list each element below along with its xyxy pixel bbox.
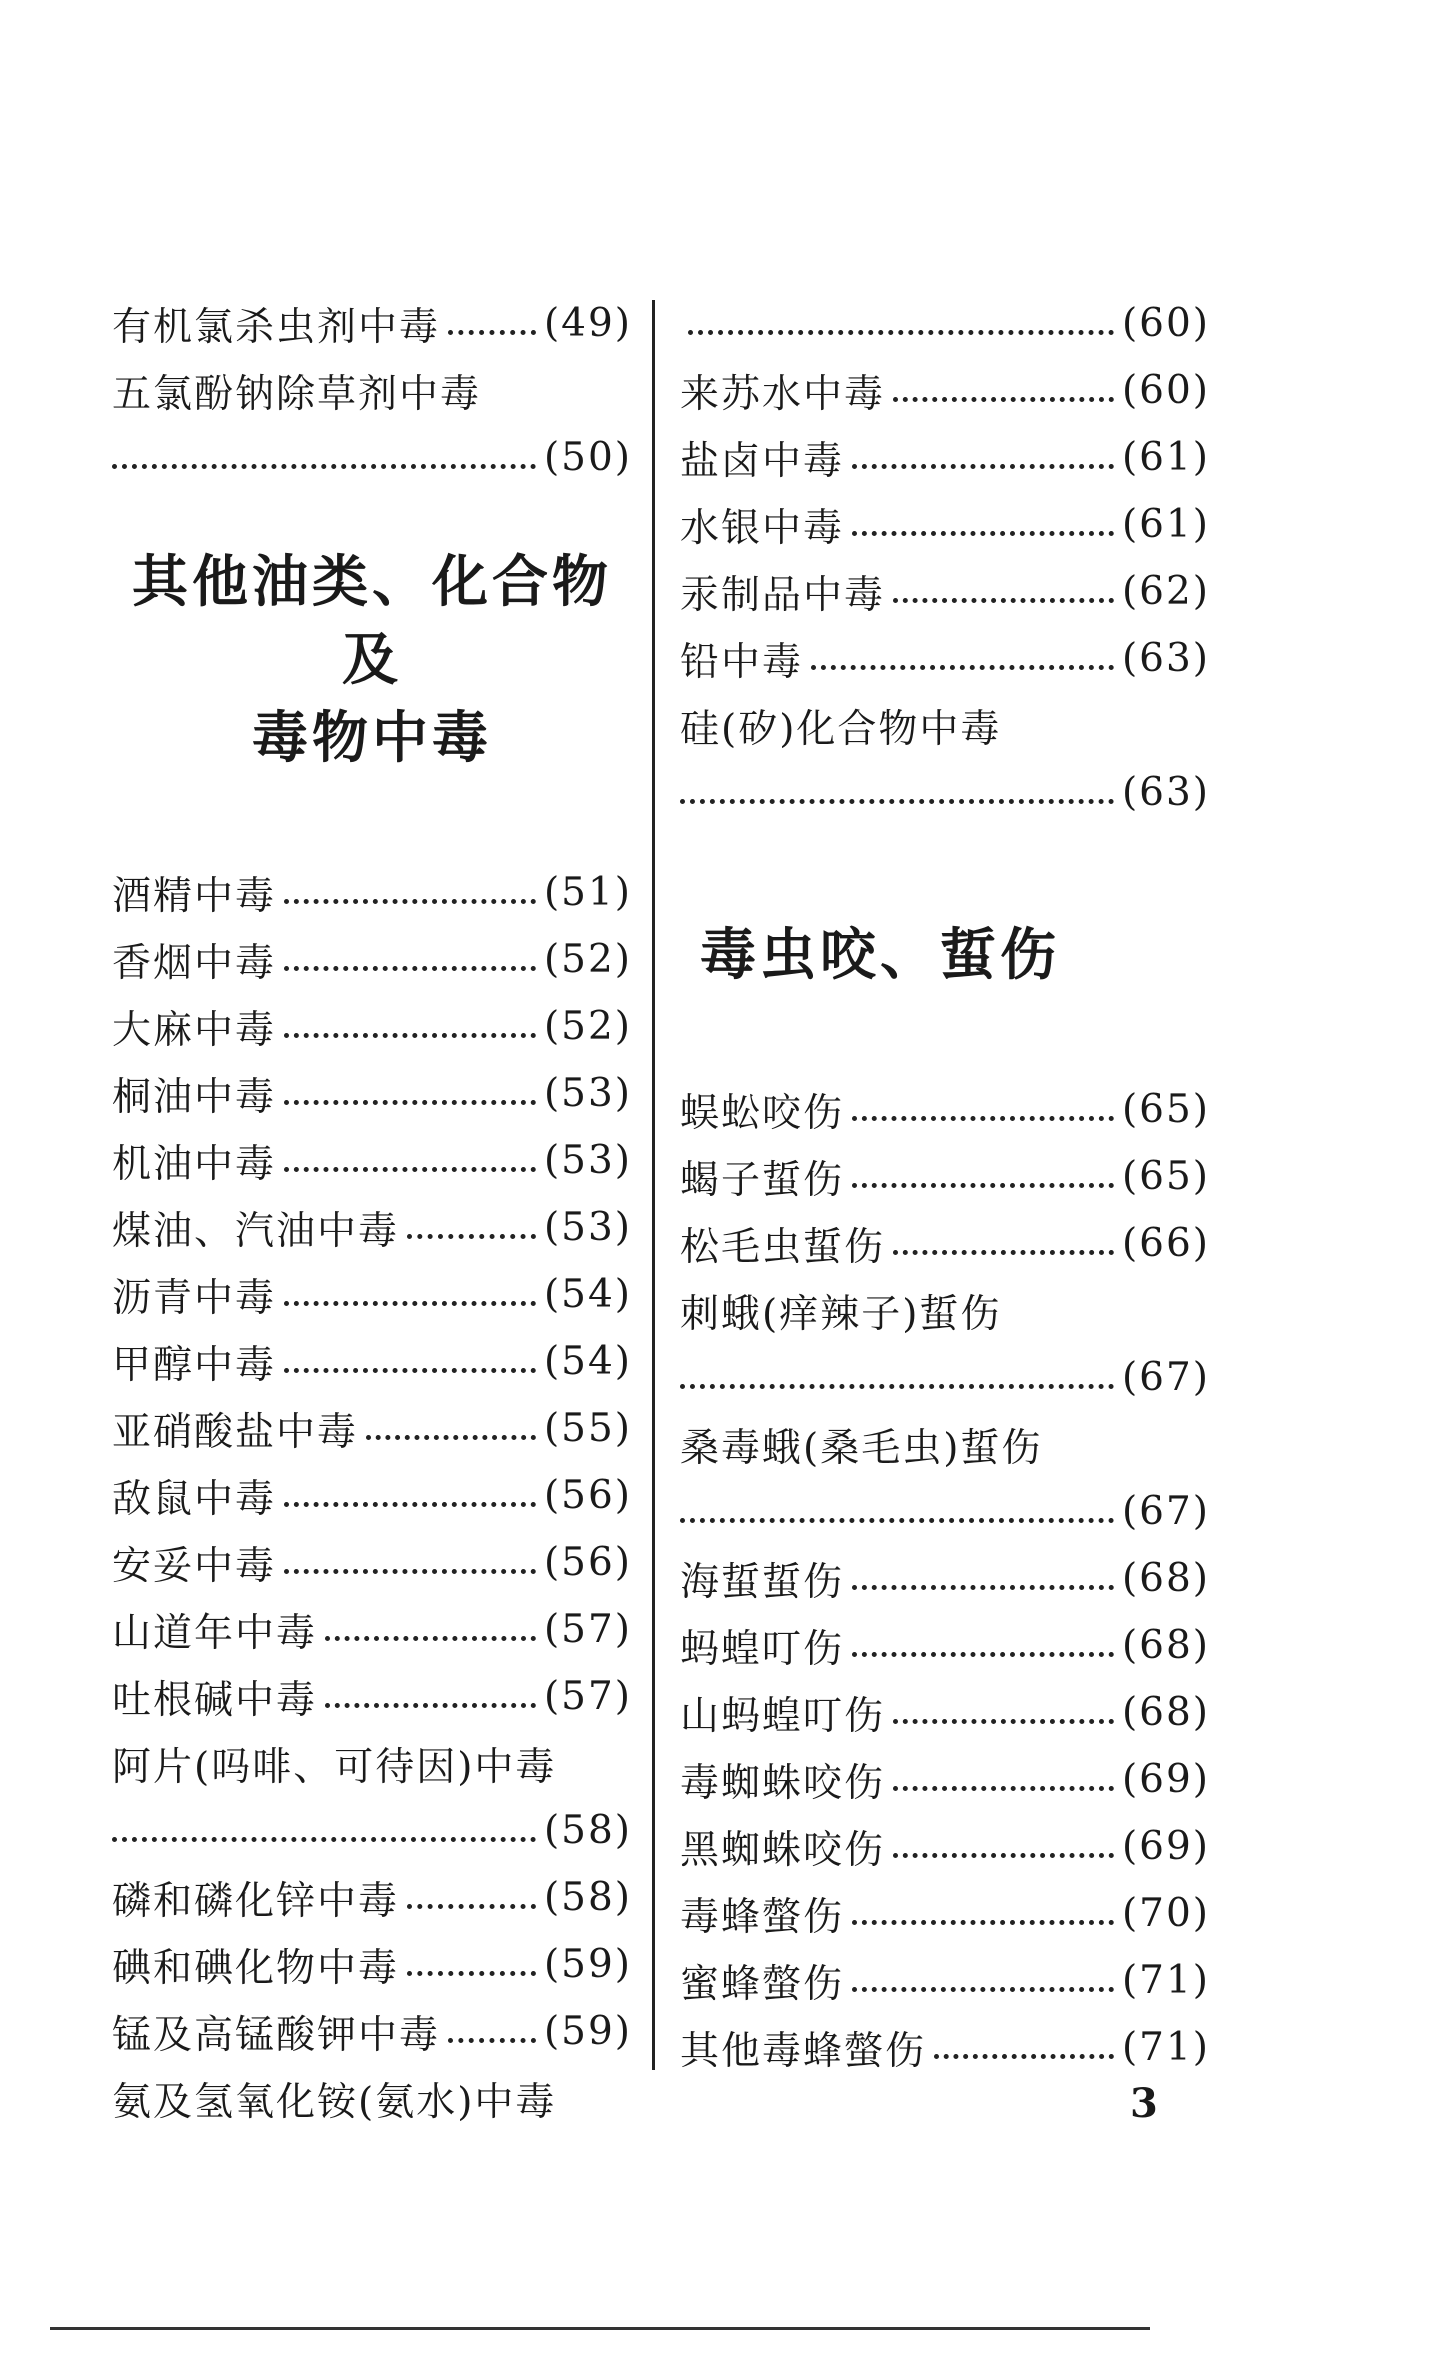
toc-line bbox=[680, 1076, 1210, 1143]
entry-title: 硅(矽)化合物中毒 bbox=[680, 706, 1002, 752]
toc-entry bbox=[112, 1261, 632, 1328]
toc-line-continued bbox=[680, 1344, 1210, 1411]
dot-leader bbox=[366, 1435, 536, 1440]
toc-entry bbox=[680, 357, 1210, 424]
entry-title: 毒蜘蛛咬伤 bbox=[680, 1760, 886, 1806]
dot-leader bbox=[112, 1837, 536, 1842]
entry-page: (59) bbox=[543, 1942, 632, 1987]
toc-entry bbox=[680, 1612, 1210, 1679]
dot-leader bbox=[407, 1234, 536, 1239]
entry-title: 酒精中毒 bbox=[112, 873, 277, 919]
dot-leader bbox=[680, 1518, 1114, 1523]
dot-leader bbox=[852, 1987, 1114, 1992]
column-divider bbox=[652, 300, 655, 2070]
entry-page: (70) bbox=[1121, 1891, 1210, 1936]
toc-entry bbox=[112, 290, 632, 357]
toc-entry bbox=[680, 1947, 1210, 2014]
dot-leader bbox=[448, 330, 536, 335]
dot-leader bbox=[688, 330, 1114, 335]
toc-line bbox=[680, 1813, 1210, 1880]
dot-leader bbox=[852, 1116, 1114, 1121]
toc-line bbox=[112, 993, 632, 1060]
dot-leader bbox=[852, 464, 1114, 469]
entry-title: 其他毒蜂螫伤 bbox=[680, 2028, 927, 2074]
entry-page: (59) bbox=[543, 2009, 632, 2054]
heading-line: 毒虫咬、蜇伤 bbox=[700, 922, 1060, 988]
entry-title: 阿片(吗啡、可待因)中毒 bbox=[112, 1744, 557, 1790]
toc-line bbox=[112, 1998, 632, 2065]
toc-line bbox=[112, 1261, 632, 1328]
toc-entry bbox=[680, 1076, 1210, 1143]
dot-leader bbox=[852, 1652, 1114, 1657]
dot-leader bbox=[284, 1100, 536, 1105]
entry-title: 大麻中毒 bbox=[112, 1007, 277, 1053]
toc-line bbox=[680, 1277, 1210, 1344]
dot-leader bbox=[407, 1971, 536, 1976]
toc-group-left-top bbox=[112, 290, 632, 491]
entry-title: 煤油、汽油中毒 bbox=[112, 1208, 400, 1254]
entry-page: (53) bbox=[543, 1138, 632, 1183]
toc-line bbox=[112, 1730, 632, 1797]
dot-leader bbox=[852, 1183, 1114, 1188]
toc-line bbox=[680, 424, 1210, 491]
toc-line bbox=[680, 1880, 1210, 1947]
toc-line bbox=[112, 1395, 632, 1462]
toc-line bbox=[680, 290, 1210, 357]
entry-page: (67) bbox=[1121, 1355, 1210, 1400]
toc-entry bbox=[680, 692, 1210, 826]
toc-column-right bbox=[680, 290, 1210, 2081]
entry-page: (58) bbox=[543, 1808, 632, 1853]
toc-line bbox=[680, 1210, 1210, 1277]
entry-title: 蜈蚣咬伤 bbox=[680, 1090, 845, 1136]
toc-line bbox=[112, 1328, 632, 1395]
toc-entry bbox=[112, 1998, 632, 2065]
toc-line bbox=[112, 1529, 632, 1596]
entry-title: 黑蜘蛛咬伤 bbox=[680, 1827, 886, 1873]
toc-entry bbox=[680, 1679, 1210, 1746]
entry-page: (71) bbox=[1121, 1958, 1210, 2003]
entry-page: (62) bbox=[1121, 569, 1210, 614]
toc-entry bbox=[680, 424, 1210, 491]
toc-column-left bbox=[112, 290, 632, 2132]
toc-entry bbox=[680, 1210, 1210, 1277]
entry-page: (63) bbox=[1121, 770, 1210, 815]
dot-leader bbox=[893, 1786, 1114, 1791]
dot-leader bbox=[680, 799, 1114, 804]
heading-line: 其他油类、化合物及 bbox=[132, 549, 612, 693]
entry-title: 亚硝酸盐中毒 bbox=[112, 1409, 359, 1455]
entry-page: (60) bbox=[1121, 368, 1210, 413]
toc-entry bbox=[112, 1529, 632, 1596]
entry-title: 机油中毒 bbox=[112, 1141, 277, 1187]
toc-entry bbox=[680, 1143, 1210, 1210]
entry-page: (63) bbox=[1121, 636, 1210, 681]
entry-title: 蚂蝗叮伤 bbox=[680, 1626, 845, 1672]
toc-line bbox=[112, 2065, 632, 2132]
dot-leader bbox=[811, 665, 1114, 670]
entry-title: 有机氯杀虫剂中毒 bbox=[112, 304, 441, 350]
entry-title: 刺蛾(痒辣子)蜇伤 bbox=[680, 1291, 1002, 1337]
section-heading-other-poisons bbox=[112, 543, 632, 777]
toc-line bbox=[680, 692, 1210, 759]
entry-title: 松毛虫蜇伤 bbox=[680, 1224, 886, 1270]
entry-page: (69) bbox=[1121, 1824, 1210, 1869]
entry-title: 桑毒蛾(桑毛虫)蜇伤 bbox=[680, 1425, 1043, 1471]
dot-leader bbox=[284, 1301, 536, 1306]
toc-line-continued bbox=[680, 759, 1210, 826]
entry-title: 汞制品中毒 bbox=[680, 572, 886, 618]
toc-line-continued bbox=[680, 1478, 1210, 1545]
toc-line bbox=[680, 357, 1210, 424]
entry-title: 蝎子蜇伤 bbox=[680, 1157, 845, 1203]
entry-title: 山道年中毒 bbox=[112, 1610, 318, 1656]
entry-title: 蜜蜂螫伤 bbox=[680, 1961, 845, 2007]
entry-title: 来苏水中毒 bbox=[680, 371, 886, 417]
toc-line bbox=[680, 2014, 1210, 2081]
entry-page: (56) bbox=[543, 1540, 632, 1585]
toc-entry bbox=[112, 1663, 632, 1730]
page-number: 3 bbox=[1130, 2080, 1158, 2127]
toc-line bbox=[112, 926, 632, 993]
dot-leader bbox=[284, 1502, 536, 1507]
toc-entry bbox=[680, 290, 1210, 357]
entry-page: (55) bbox=[543, 1406, 632, 1451]
toc-line bbox=[112, 1596, 632, 1663]
entry-page: (52) bbox=[543, 1004, 632, 1049]
toc-entry bbox=[112, 1462, 632, 1529]
dot-leader bbox=[112, 464, 536, 469]
toc-entry bbox=[680, 1411, 1210, 1545]
toc-entry bbox=[680, 1277, 1210, 1411]
entry-title: 碘和碘化物中毒 bbox=[112, 1945, 400, 1991]
entry-title: 海蜇蜇伤 bbox=[680, 1559, 845, 1605]
entry-title: 敌鼠中毒 bbox=[112, 1476, 277, 1522]
entry-title: 盐卤中毒 bbox=[680, 438, 845, 484]
entry-page: (61) bbox=[1121, 435, 1210, 480]
dot-leader bbox=[893, 598, 1114, 603]
toc-line bbox=[112, 859, 632, 926]
entry-title: 吐根碱中毒 bbox=[112, 1677, 318, 1723]
toc-line bbox=[680, 558, 1210, 625]
page-bottom-edge bbox=[50, 2327, 1150, 2330]
toc-line bbox=[680, 1612, 1210, 1679]
entry-page: (65) bbox=[1121, 1087, 1210, 1132]
toc-line bbox=[680, 1411, 1210, 1478]
entry-page: (65) bbox=[1121, 1154, 1210, 1199]
entry-title: 锰及高锰酸钾中毒 bbox=[112, 2012, 441, 2058]
toc-group-right-top bbox=[680, 290, 1210, 826]
dot-leader bbox=[284, 1368, 536, 1373]
toc-line-continued bbox=[112, 1797, 632, 1864]
entry-title: 甲醇中毒 bbox=[112, 1342, 277, 1388]
toc-entry bbox=[112, 2065, 632, 2132]
entry-title: 毒蜂螫伤 bbox=[680, 1894, 845, 1940]
dot-leader bbox=[852, 1585, 1114, 1590]
toc-line bbox=[680, 491, 1210, 558]
entry-title: 五氯酚钠除草剂中毒 bbox=[112, 371, 482, 417]
entry-page: (56) bbox=[543, 1473, 632, 1518]
dot-leader bbox=[284, 1569, 536, 1574]
entry-page: (68) bbox=[1121, 1623, 1210, 1668]
toc-line bbox=[680, 1947, 1210, 2014]
entry-page: (69) bbox=[1121, 1757, 1210, 1802]
toc-entry bbox=[680, 1746, 1210, 1813]
toc-line bbox=[680, 1143, 1210, 1210]
toc-line bbox=[112, 1864, 632, 1931]
toc-entry bbox=[680, 491, 1210, 558]
entry-page: (68) bbox=[1121, 1690, 1210, 1735]
toc-line bbox=[112, 1663, 632, 1730]
entry-title: 铅中毒 bbox=[680, 639, 804, 685]
dot-leader bbox=[325, 1636, 536, 1641]
entry-title: 沥青中毒 bbox=[112, 1275, 277, 1321]
dot-leader bbox=[448, 2038, 536, 2043]
entry-title: 安妥中毒 bbox=[112, 1543, 277, 1589]
toc-entry bbox=[112, 1730, 632, 1864]
entry-page: (58) bbox=[543, 1875, 632, 1920]
dot-leader bbox=[893, 1853, 1114, 1858]
entry-title: 桐油中毒 bbox=[112, 1074, 277, 1120]
toc-line bbox=[112, 1462, 632, 1529]
entry-title: 山蚂蝗叮伤 bbox=[680, 1693, 886, 1739]
entry-title: 香烟中毒 bbox=[112, 940, 277, 986]
entry-title: 水银中毒 bbox=[680, 505, 845, 551]
toc-entry bbox=[112, 1931, 632, 1998]
toc-entry bbox=[112, 1596, 632, 1663]
entry-page: (51) bbox=[543, 870, 632, 915]
entry-page: (49) bbox=[543, 301, 632, 346]
section-heading-insect-bites bbox=[680, 916, 1210, 994]
toc-entry bbox=[680, 558, 1210, 625]
entry-page: (50) bbox=[543, 435, 632, 480]
dot-leader bbox=[284, 899, 536, 904]
entry-title: 氨及氢氧化铵(氨水)中毒 bbox=[112, 2079, 557, 2125]
dot-leader bbox=[934, 2054, 1114, 2059]
toc-line bbox=[112, 1127, 632, 1194]
entry-page: (61) bbox=[1121, 502, 1210, 547]
toc-entry bbox=[112, 859, 632, 926]
toc-entry bbox=[112, 926, 632, 993]
toc-entry bbox=[680, 1813, 1210, 1880]
dot-leader bbox=[407, 1904, 536, 1909]
toc-line bbox=[112, 290, 632, 357]
entry-page: (54) bbox=[543, 1339, 632, 1384]
heading-line: 毒物中毒 bbox=[252, 705, 492, 771]
dot-leader bbox=[852, 531, 1114, 536]
entry-page: (60) bbox=[1121, 301, 1210, 346]
entry-title: 磷和磷化锌中毒 bbox=[112, 1878, 400, 1924]
toc-entry bbox=[680, 1545, 1210, 1612]
toc-line bbox=[680, 625, 1210, 692]
toc-entry bbox=[112, 1395, 632, 1462]
dot-leader bbox=[893, 397, 1114, 402]
toc-entry bbox=[112, 1060, 632, 1127]
toc-entry bbox=[112, 1328, 632, 1395]
toc-line bbox=[680, 1679, 1210, 1746]
entry-page: (57) bbox=[543, 1674, 632, 1719]
entry-page: (67) bbox=[1121, 1489, 1210, 1534]
dot-leader bbox=[325, 1703, 536, 1708]
toc-entry bbox=[112, 1194, 632, 1261]
dot-leader bbox=[680, 1384, 1114, 1389]
toc-entry bbox=[680, 1880, 1210, 1947]
toc-line bbox=[112, 1060, 632, 1127]
toc-line bbox=[112, 1194, 632, 1261]
entry-page: (66) bbox=[1121, 1221, 1210, 1266]
dot-leader bbox=[852, 1920, 1114, 1925]
toc-line bbox=[112, 357, 632, 424]
entry-page: (71) bbox=[1121, 2025, 1210, 2070]
toc-group-right bbox=[680, 1076, 1210, 2081]
toc-line bbox=[680, 1746, 1210, 1813]
toc-entry bbox=[112, 1127, 632, 1194]
entry-page: (54) bbox=[543, 1272, 632, 1317]
dot-leader bbox=[284, 1033, 536, 1038]
entry-page: (57) bbox=[543, 1607, 632, 1652]
toc-group-left bbox=[112, 859, 632, 2132]
entry-page: (53) bbox=[543, 1071, 632, 1116]
toc-entry bbox=[680, 2014, 1210, 2081]
toc-entry bbox=[112, 357, 632, 491]
entry-page: (52) bbox=[543, 937, 632, 982]
entry-page: (68) bbox=[1121, 1556, 1210, 1601]
toc-line bbox=[112, 1931, 632, 1998]
dot-leader bbox=[284, 1167, 536, 1172]
toc-entry bbox=[112, 993, 632, 1060]
dot-leader bbox=[893, 1719, 1114, 1724]
entry-page: (53) bbox=[543, 1205, 632, 1250]
toc-entry bbox=[112, 1864, 632, 1931]
toc-line bbox=[680, 1545, 1210, 1612]
dot-leader bbox=[893, 1250, 1114, 1255]
toc-line-continued bbox=[112, 424, 632, 491]
dot-leader bbox=[284, 966, 536, 971]
toc-entry bbox=[680, 625, 1210, 692]
